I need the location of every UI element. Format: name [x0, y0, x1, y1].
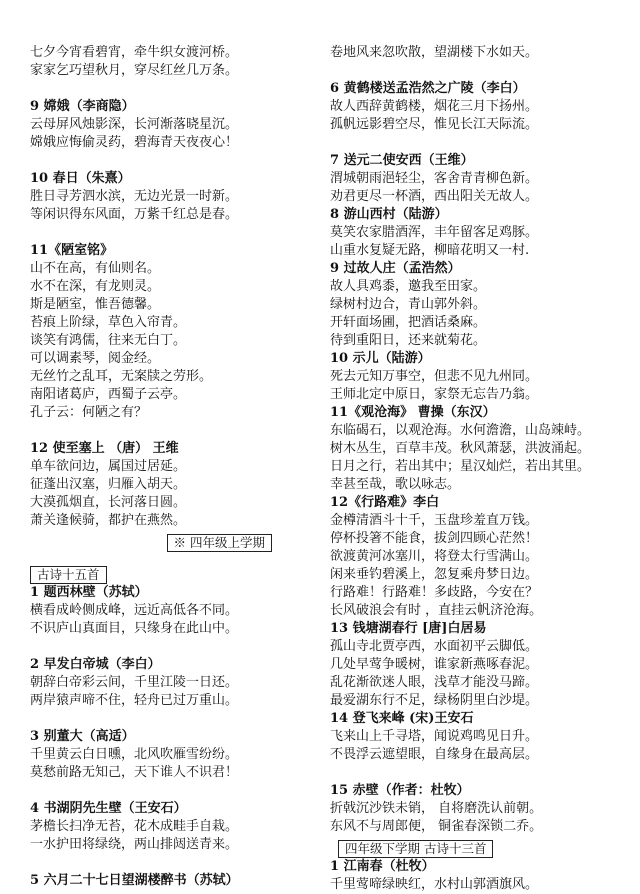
section-box-grade4-sem2: 四年级下学期 古诗十三首 — [338, 840, 493, 858]
right-column — [330, 44, 630, 894]
poem-line: 南阳诸葛庐，西蜀子云亭。 — [30, 387, 187, 402]
poem-line: 最爱湖东行不足，绿杨阴里白沙堤。 — [330, 693, 539, 708]
poem-title: 4 书湖阴先生壁（王安石） — [30, 801, 187, 816]
poem-title: 13 钱塘湖春行 [唐]白居易 — [330, 621, 487, 636]
poem-title: 7 送元二使安西（王维） — [330, 153, 474, 168]
poem-line: 千里莺啼绿映红，水村山郭酒旗风。 — [330, 877, 539, 892]
poem-line: 一水护田将绿绕，两山排闼送青来。 — [30, 837, 239, 852]
poem-line: 欲渡黄河冰塞川，将登太行雪满山。 — [330, 549, 539, 564]
poem-line: 孤山寺北贾亭西，水面初平云脚低。 — [330, 639, 539, 654]
poem-title: 1 题西林壁（苏轼） — [30, 585, 148, 600]
poem-title: 11《观沧海》 曹操（东汉） — [330, 405, 496, 420]
poem-line: 乱花渐欲迷人眼，浅草才能没马蹄。 — [330, 675, 539, 690]
poem-title: 2 早发白帝城（李白） — [30, 657, 161, 672]
poem-line: 无丝竹之乱耳，无案牍之劳形。 — [30, 369, 213, 384]
poem-line: 渭城朝雨浥轻尘，客舍青青柳色新。 — [330, 171, 539, 186]
poem-line: 幸甚至哉，歌以咏志。 — [330, 477, 461, 492]
poem-title: 12 使至塞上 （唐） 王维 — [30, 441, 179, 456]
poem-line: 山重水复疑无路，柳暗花明又一村. — [330, 243, 530, 258]
poem-line: 斯是陋室，惟吾德馨。 — [30, 297, 161, 312]
poem-line: 横看成岭侧成峰，远近高低各不同。 — [30, 603, 239, 618]
poem-line: 苔痕上阶绿，草色入帘青。 — [30, 315, 187, 330]
poem-title: 10 示儿（陆游） — [330, 351, 431, 366]
poem-line: 待到重阳日，还来就菊花。 — [330, 333, 487, 348]
poem-line: 家家乞巧望秋月，穿尽红丝几万条。 — [30, 63, 239, 78]
section-box-15-poems: 古诗十五首 — [30, 566, 107, 584]
poem-line: 朝辞白帝彩云间，千里江陵一日还。 — [30, 675, 239, 690]
poem-line: 不识庐山真面目，只缘身在此山中。 — [30, 621, 239, 636]
poem-line: 死去元知万事空，但悲不见九州同。 — [330, 369, 539, 384]
poem-line: 山不在高，有仙则名。 — [30, 261, 161, 276]
poem-line: 单车欲问边，属国过居延。 — [30, 459, 187, 474]
poem-line: 长风破浪会有时 ，直挂云帆济沧海。 — [330, 603, 543, 618]
poem-line: 故人西辞黄鹤楼，烟花三月下扬州。 — [330, 99, 539, 114]
poem-title: 15 赤壁（作者：杜牧） — [330, 783, 470, 798]
poem-title: 3 别董大（高适） — [30, 729, 135, 744]
poem-line: 闲来垂钓碧溪上，忽复乘舟梦日边。 — [330, 567, 539, 582]
poem-title: 11《陋室铭》 — [30, 243, 114, 258]
poem-line: 金樽清酒斗十千，玉盘珍羞直万钱。 — [330, 513, 539, 528]
poem-line: 大漠孤烟直，长河落日圆。 — [30, 495, 187, 510]
poem-line: 千里黄云白日曛，北风吹雁雪纷纷。 — [30, 747, 239, 762]
poem-title: 9 过故人庄（孟浩然） — [330, 261, 461, 276]
section-box-grade4-sem1: ※ 四年级上学期 — [167, 534, 272, 552]
poem-line: 劝君更尽一杯酒，西出阳关无故人。 — [330, 189, 539, 204]
poem-title: 14 登飞来峰 (宋)王安石 — [330, 711, 474, 726]
poem-line: 云母屏风烛影深，长河渐落晓星沉。 — [30, 117, 239, 132]
poem-line: 行路难！行路难！多歧路，今安在？ — [330, 585, 539, 600]
poem-title: 10 春日（朱熹） — [30, 171, 131, 186]
poem-line: 东临碣石，以观沧海。水何澹澹，山岛竦峙。 — [330, 423, 591, 438]
poem-line: 开轩面场圃，把酒话桑麻。 — [330, 315, 487, 330]
poem-line: 胜日寻芳泗水滨，无边光景一时新。 — [30, 189, 239, 204]
poem-line: 征蓬出汉塞，归雁入胡天。 — [30, 477, 187, 492]
poem-line: 王师北定中原日，家祭无忘告乃翁。 — [330, 387, 539, 402]
poem-line: 可以调素琴，阅金经。 — [30, 351, 161, 366]
poem-line: 孔子云：何陋之有？ — [30, 405, 148, 420]
poem-line: 谈笑有鸿儒，往来无白丁。 — [30, 333, 187, 348]
poem-line: 孤帆远影碧空尽，惟见长江天际流。 — [330, 117, 539, 132]
poem-title: 9 嫦娥（李商隐） — [30, 99, 135, 114]
left-column — [30, 44, 320, 890]
poem-line: 莫愁前路无知己，天下谁人不识君！ — [30, 765, 239, 780]
poem-line: 几处早莺争暖树，谁家新燕啄春泥。 — [330, 657, 539, 672]
poem-line: 东风不与周郎便， 铜雀春深锁二乔。 — [330, 819, 543, 834]
poem-line: 卷地风来忽吹散，望湖楼下水如天。 — [330, 45, 539, 60]
poem-line: 日月之行，若出其中；星汉灿烂，若出其里。 — [330, 459, 591, 474]
poem-line: 水不在深，有龙则灵。 — [30, 279, 161, 294]
poem-line: 飞来山上千寻塔，闻说鸡鸣见日升。 — [330, 729, 539, 744]
poem-line: 茅檐长扫净无苔，花木成畦手自栽。 — [30, 819, 239, 834]
poem-line: 两岸猿声啼不住，轻舟已过万重山。 — [30, 693, 239, 708]
poem-line: 绿树村边合，青山郭外斜。 — [330, 297, 487, 312]
poem-line: 等闲识得东风面，万紫千红总是春。 — [30, 207, 239, 222]
poem-line: 不畏浮云遮望眼，自缘身在最高层。 — [330, 747, 539, 762]
poem-title: 1 江南春（杜牧） — [330, 859, 435, 874]
poem-line: 树木丛生，百草丰茂。秋风萧瑟，洪波涌起。 — [330, 441, 591, 456]
poem-title: 8 游山西村（陆游） — [330, 207, 448, 222]
poem-line: 嫦娥应悔偷灵药，碧海青天夜夜心！ — [30, 135, 239, 150]
poem-line: 停杯投箸不能食，拔剑四顾心茫然！ — [330, 531, 539, 546]
poem-line: 莫笑农家腊酒浑，丰年留客足鸡豚。 — [330, 225, 539, 240]
poem-title: 12《行路难》李白 — [330, 495, 440, 510]
poem-line: 故人具鸡黍，邀我至田家。 — [330, 279, 487, 294]
poem-line: 折戟沉沙铁未销， 自将磨洗认前朝。 — [330, 801, 543, 816]
poem-line: 萧关逢候骑，都护在燕然。 — [30, 513, 187, 528]
poem-line: 七夕今宵看碧宵，牵牛织女渡河桥。 — [30, 45, 239, 60]
poem-title: 5 六月二十七日望湖楼醉书（苏轼） — [30, 873, 239, 888]
poem-title: 6 黄鹤楼送孟浩然之广陵（李白） — [330, 81, 526, 96]
